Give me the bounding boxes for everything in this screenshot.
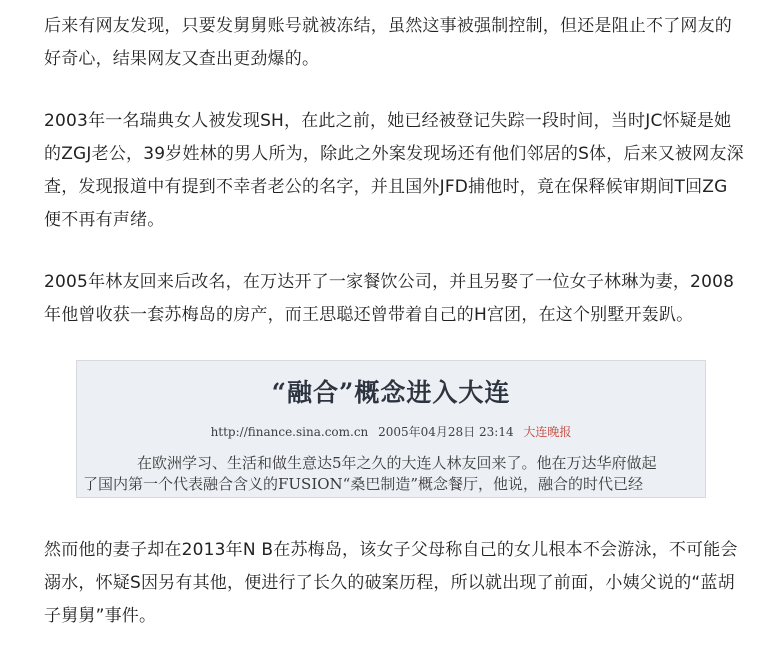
- article-paragraph: 后来有网友发现，只要发舅舅账号就被冻结，虽然这事被强制控制，但还是阻止不了网友的好奇心，结果网友又查出更劲爆的。: [44, 16, 732, 69]
- article-body: [44, 10, 744, 633]
- article-paragraph: 2005年林友回来后改名，在万达开了一家餐饮公司，并且另娶了一位女子林琳为妻，2008年他曾收获一套苏梅岛的房产，而王思聪还曾带着自己的H宫团，在这个别墅开轰趴。: [44, 272, 735, 325]
- news-clipping-line: 在欧洲学习、生活和做生意达5年之久的大连人林友回来了。他在万达华府做起: [137, 454, 657, 472]
- news-clipping-meta: [77, 423, 705, 440]
- news-clipping-image: [76, 360, 706, 498]
- news-clipping-text: [83, 453, 706, 495]
- article-paragraph: 然而他的妻子却在2013年N B在苏梅岛，该女子父母称自己的女儿根本不会游泳，不可能会溺水，怀疑S因另有其他，便进行了长久的破案历程，所以就出现了前面，小姨父说的“蓝胡子舅舅”事件。: [44, 540, 738, 626]
- news-clipping-datetime: 2005年04月28日 23:14: [378, 425, 514, 439]
- news-clipping-headline: “融合”概念进入大连: [271, 378, 511, 407]
- article-paragraph: 2003年一名瑞典女人被发现SH，在此之前，她已经被登记失踪一段时间，当时JC怀疑是她的ZGJ老公，39岁姓林的男人所为，除此之外案发现场还有他们邻居的S体，后来又被网友深查，发现报道中有提到不幸者老公的名字，并且国外JFD捕他时，竟在保释候审期间T回ZG便不再有声绪。: [44, 111, 744, 230]
- news-clipping-source: 大连晚报: [523, 425, 572, 439]
- news-clipping-url: http://finance.sina.com.cn: [210, 425, 369, 439]
- news-clipping-line: 了国内第一个代表融合含义的FUSION“桑巴制造”概念餐厅，他说，融合的时代已经: [83, 475, 644, 493]
